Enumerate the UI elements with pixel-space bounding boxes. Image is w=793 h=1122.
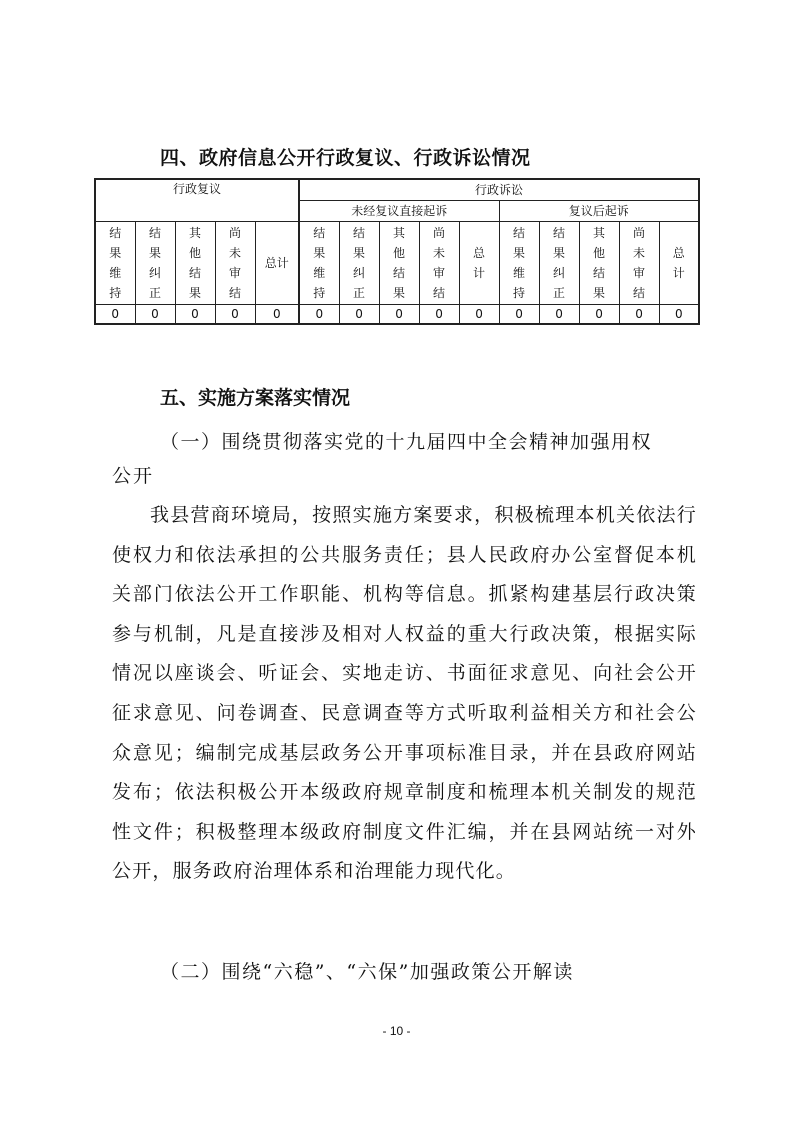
value-cell: 0 bbox=[499, 304, 539, 324]
col-pending: 尚 未 审 结 bbox=[619, 221, 659, 304]
section-5-title: 五、实施方案落实情况 bbox=[160, 387, 351, 409]
col-corrected: 结 果 纠 正 bbox=[539, 221, 579, 304]
col-pending: 尚 未 审 结 bbox=[215, 221, 255, 304]
body-paragraph: 我县营商环境局，按照实施方案要求，积极梳理本机关依法行使权力和依法承担的公共服务责任；县人民政府办公室督促本机关部门依法公开工作职能、机构等信息。抓紧构建基层行政决策参与机制，凡是直接涉及相对人权益的重大行政决策，根据实际情况以座谈会、听证会、实地走访、书面征求意见、向社会公开征求意见、问卷调查、民意调查等方式听取利益相关方和社会公众意见；编制完成基层政务公开事项标准目录，并在县政府网站发布；依法积极公开本级政府规章制度和梳理本机关制发的规范性文件；积极整理本级政府制度文件汇编，并在县网站统一对外公开，服务政府治理体系和治理能力现代化。 bbox=[112, 504, 697, 883]
value-cell: 0 bbox=[215, 304, 255, 324]
value-cell: 0 bbox=[659, 304, 699, 324]
review-litigation-table bbox=[94, 178, 700, 325]
header-direct-suit: 未经复议直接起诉 bbox=[299, 200, 499, 221]
col-other: 其 他 结 果 bbox=[379, 221, 419, 304]
page-number: - 10 - bbox=[382, 1024, 411, 1038]
col-total: 总 计 bbox=[659, 221, 699, 304]
col-other: 其 他 结 果 bbox=[579, 221, 619, 304]
subsection-1-heading-cont: 公开 bbox=[112, 465, 155, 487]
section-4-title: 四、政府信息公开行政复议、行政诉讼情况 bbox=[160, 147, 531, 169]
table-row bbox=[95, 304, 699, 324]
value-cell: 0 bbox=[579, 304, 619, 324]
value-cell: 0 bbox=[175, 304, 215, 324]
header-administrative-litigation: 行政诉讼 bbox=[299, 179, 699, 200]
value-cell: 0 bbox=[419, 304, 459, 324]
value-cell: 0 bbox=[539, 304, 579, 324]
col-maintained: 结 果 维 持 bbox=[499, 221, 539, 304]
value-cell: 0 bbox=[459, 304, 499, 324]
col-maintained: 结 果 维 持 bbox=[299, 221, 339, 304]
col-other: 其 他 结 果 bbox=[175, 221, 215, 304]
col-corrected: 结 果 纠 正 bbox=[135, 221, 175, 304]
col-maintained: 结 果 维 持 bbox=[95, 221, 135, 304]
header-suit-after-review: 复议后起诉 bbox=[499, 200, 699, 221]
value-cell: 0 bbox=[95, 304, 135, 324]
subsection-1-heading: （一）围绕贯彻落实党的十九届四中全会精神加强用权 bbox=[160, 431, 653, 453]
value-cell: 0 bbox=[619, 304, 659, 324]
col-total: 总 计 bbox=[459, 221, 499, 304]
col-corrected: 结 果 纠 正 bbox=[339, 221, 379, 304]
value-cell: 0 bbox=[379, 304, 419, 324]
col-total: 总计 bbox=[255, 221, 299, 304]
value-cell: 0 bbox=[135, 304, 175, 324]
value-cell: 0 bbox=[339, 304, 379, 324]
value-cell: 0 bbox=[299, 304, 339, 324]
subsection-2-heading: （二）围绕“六稳”、“六保”加强政策公开解读 bbox=[160, 961, 574, 983]
col-pending: 尚 未 审 结 bbox=[419, 221, 459, 304]
column-label-row bbox=[95, 221, 699, 304]
value-cell: 0 bbox=[255, 304, 299, 324]
header-administrative-review: 行政复议 bbox=[95, 179, 299, 221]
